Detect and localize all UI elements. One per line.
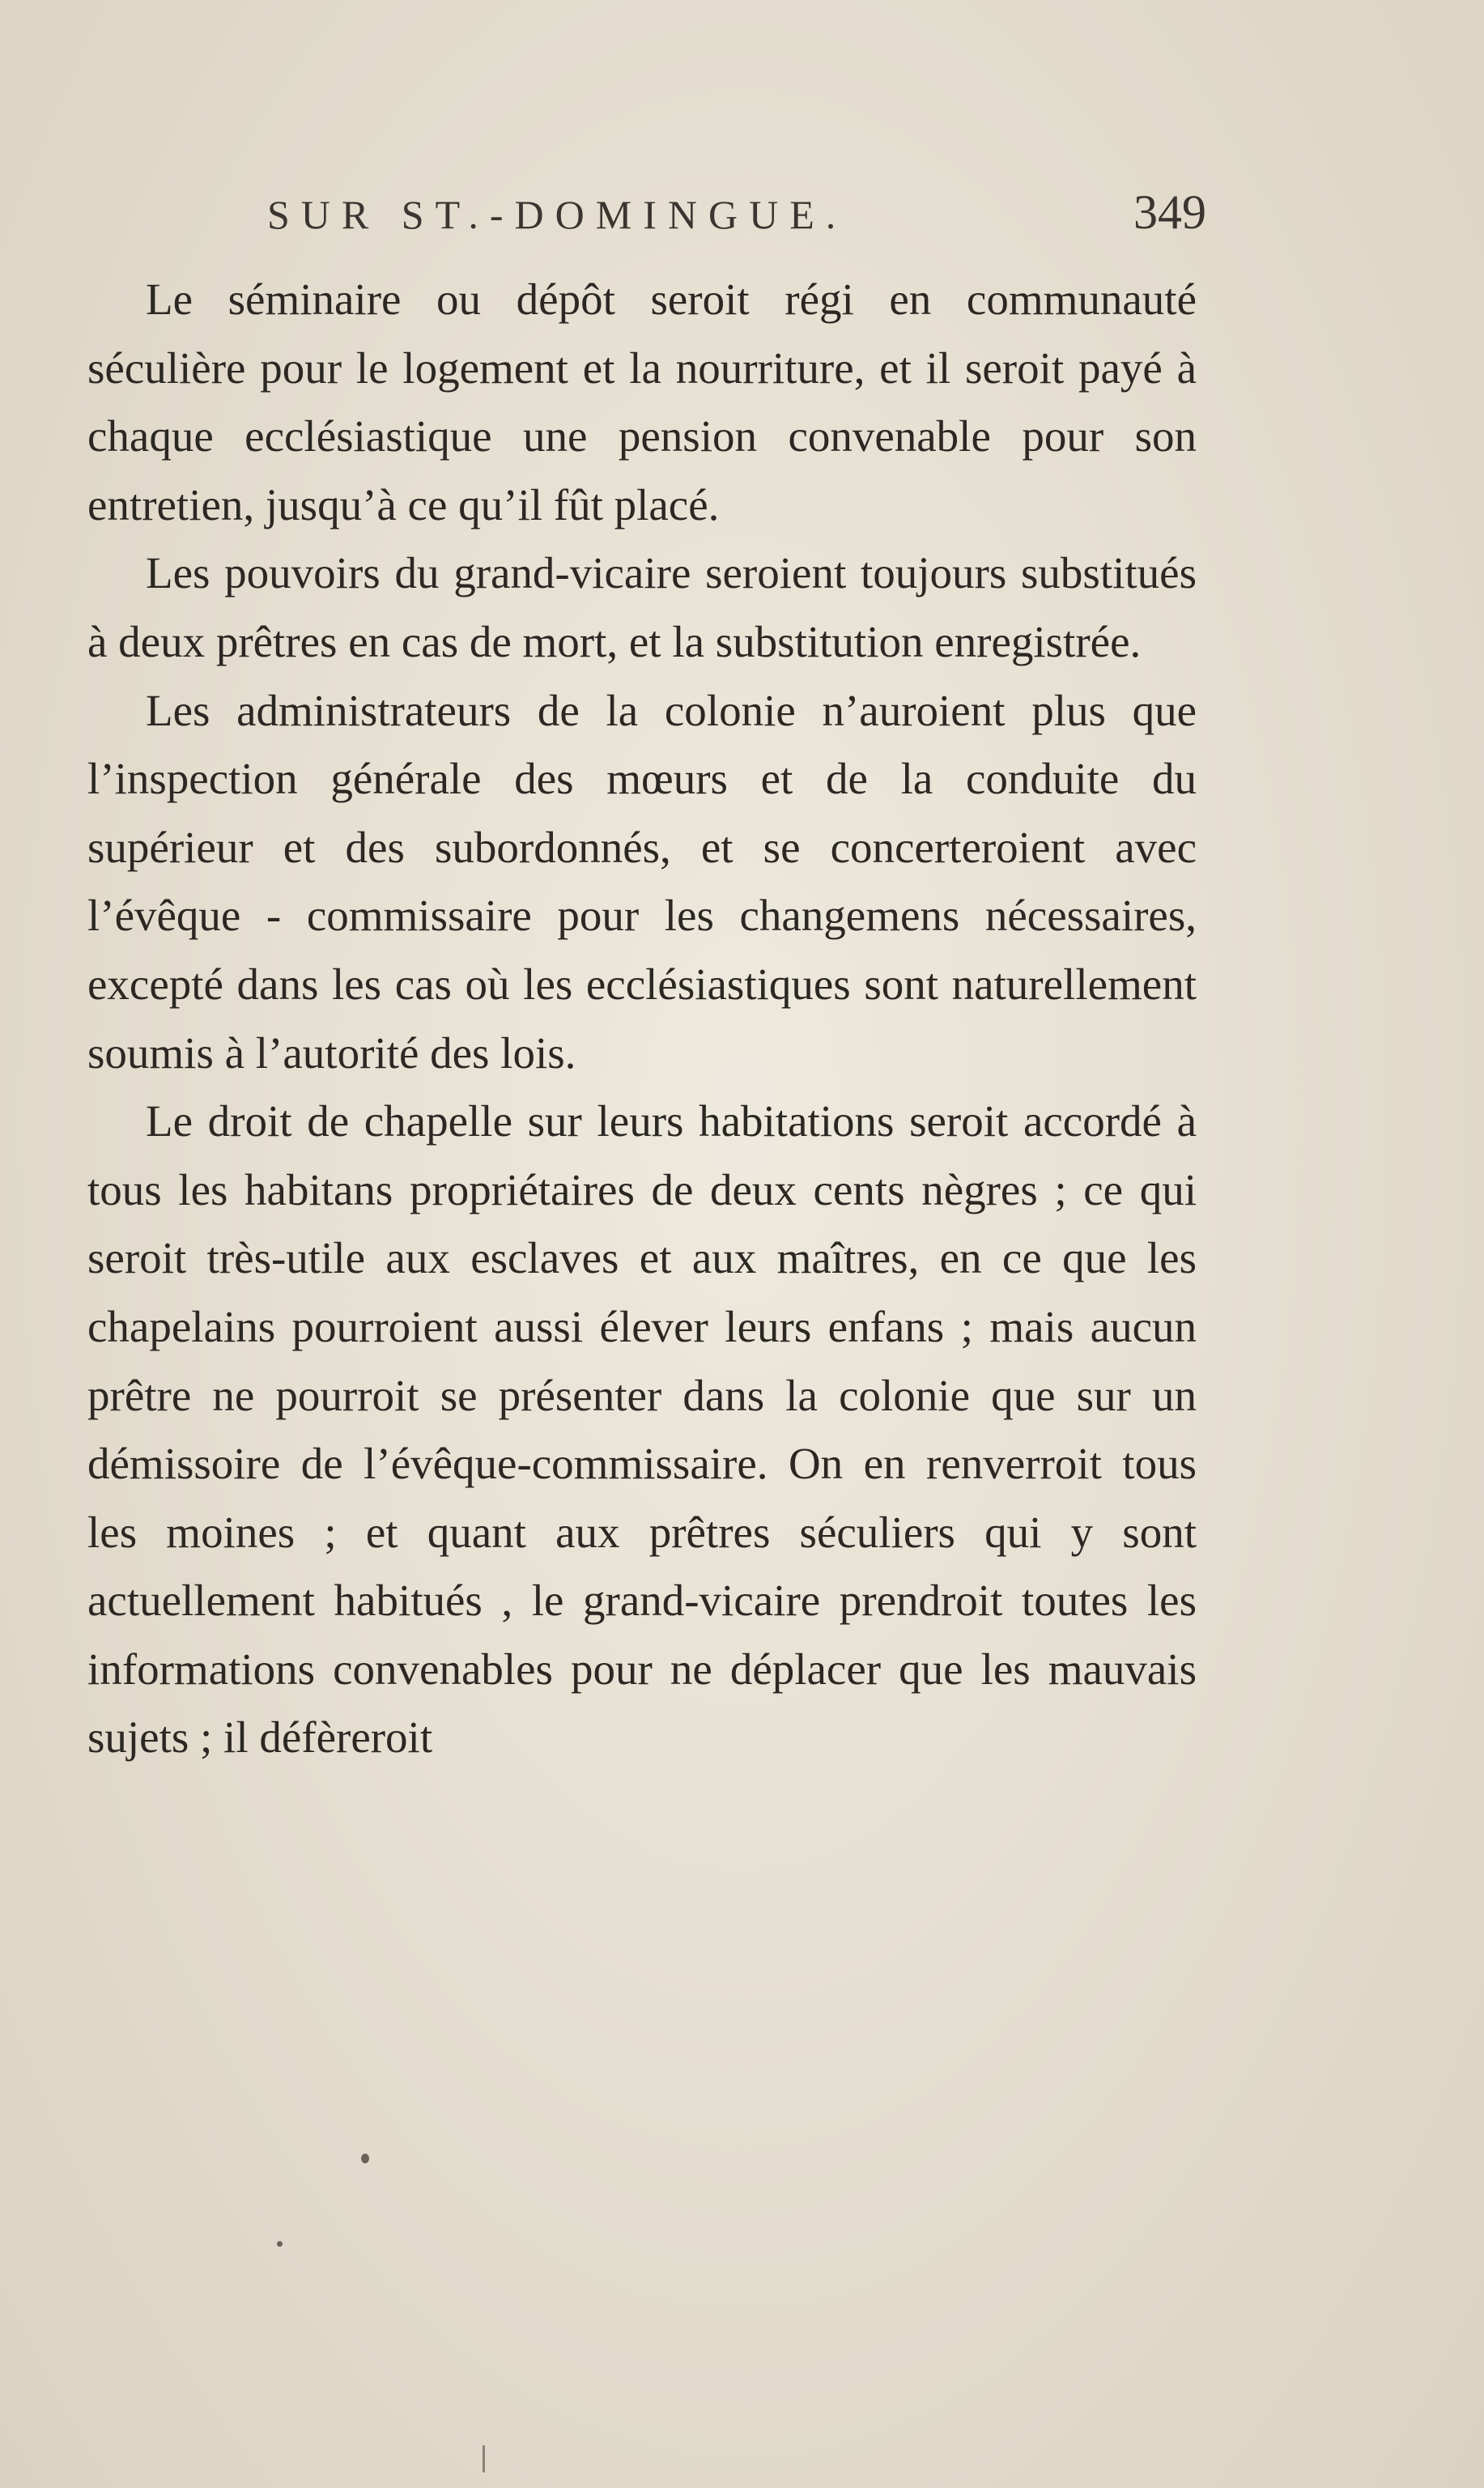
paper-speck — [483, 2445, 485, 2473]
running-title: SUR ST.-DOMINGUE. — [267, 192, 848, 237]
body-text — [87, 266, 1197, 1772]
paragraph-seminaire: Le séminaire ou dépôt seroit régi en communauté séculière pour le logement et la nourriture, et il seroit payé à chaque ecclésiastique une pension convenable pour son entretien, jusqu’à ce qu’il fût placé. — [87, 274, 1197, 529]
paragraph-pouvoirs: Les pouvoirs du grand-vicaire seroient toujours substitués à deux prêtres en cas de mort, et la substitution enregistrée. — [87, 548, 1197, 666]
paragraph-administrateurs: Les administrateurs de la colonie n’auroient plus que l’inspection générale des mœurs et de la conduite du supérieur et des subordonnés, et se concerteroient avec l’évêque - commissaire pour les changemens nécessaires, excepté dans les cas où les ecclésiastiques sont naturellement soumis à l’autorité des lois. — [87, 685, 1197, 1078]
page-number: 349 — [1133, 185, 1206, 239]
page-header — [267, 185, 1206, 249]
paragraph-droit-de-chapelle: Le droit de chapelle sur leurs habitations seroit accordé à tous les habitans propriétaires de deux cents nègres ; ce qui seroit très-utile aux esclaves et aux maîtres, en ce que les chapelains pourroient aussi élever leurs enfans ; mais aucun prêtre ne pourroit se présenter dans la colonie que sur un démissoire de l’évêque-commissaire. On en renverroit tous les moines ; et quant aux prêtres séculiers qui y sont actuellement habitués , le grand-vicaire prendroit toutes les informations convenables pour ne déplacer que les mauvais sujets ; il défèreroit — [87, 1096, 1197, 1763]
paper-speck — [277, 2241, 283, 2247]
paper-speck — [361, 2154, 369, 2163]
